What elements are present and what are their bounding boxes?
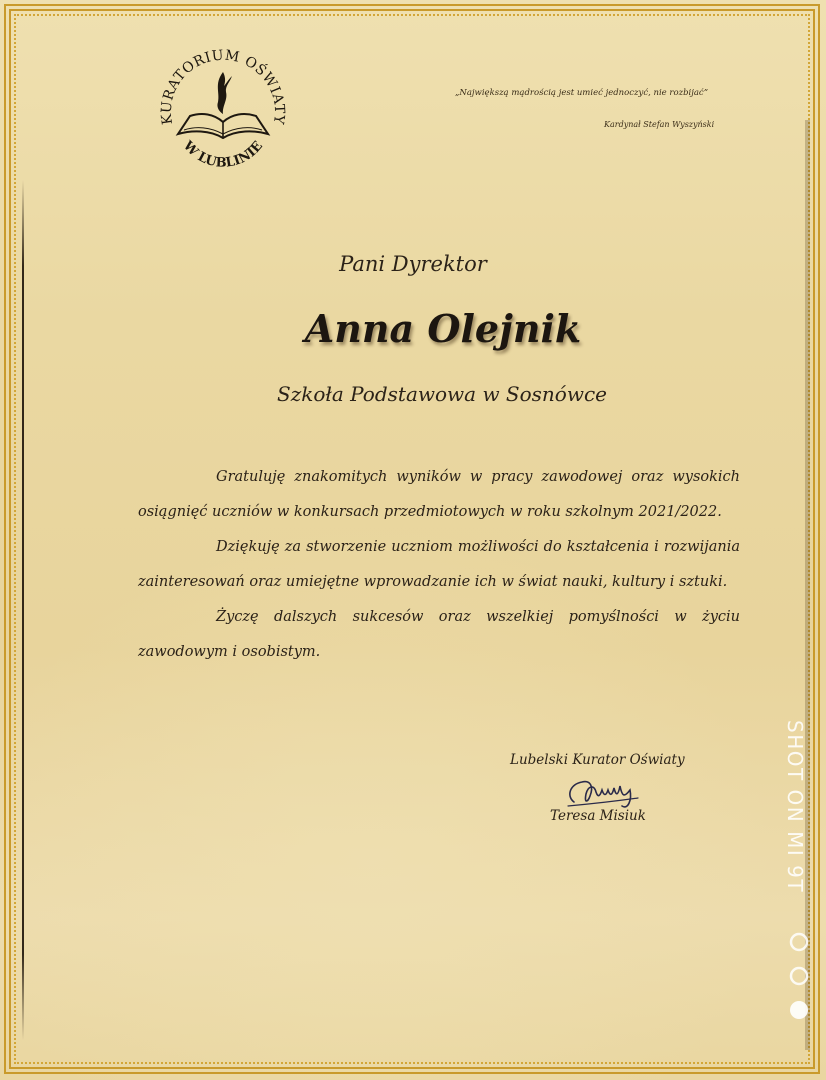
quote-text: „Największą mądrością jest umieć jednoczyć, nie rozbijać” bbox=[455, 88, 709, 98]
salutation: Pani Dyrektor bbox=[339, 252, 487, 276]
school-name: Szkoła Podstawowa w Sosnówce bbox=[277, 382, 607, 406]
paragraph-thanks: Dziękuję za stworzenie uczniom możliwości do kształcenia i rozwijania zainteresowań oraz umiejętne wprowadzanie ich w świat nauki, kultury i sztuki. bbox=[138, 539, 740, 590]
logo-top-text: KURATORIUM OŚWIATY bbox=[158, 47, 288, 126]
logo-bottom-text: W LUBLINIE bbox=[179, 138, 266, 171]
paragraph-congratulations: Gratuluję znakomitych wyników w pracy zawodowej oraz wysokich osiągnięć uczniów w konkursach przedmiotowych w roku szkolnym 2021/2022. bbox=[138, 469, 740, 520]
svg-text:W LUBLINIE bbox=[179, 138, 266, 171]
paragraph-wishes: Życzę dalszych sukcesów oraz wszelkiej pomyślności w życiu zawodowym i osobistym. bbox=[138, 609, 740, 660]
signatory-title: Lubelski Kurator Oświaty bbox=[510, 752, 685, 768]
watermark-text: SHOT ON MI 9T bbox=[783, 720, 807, 894]
letter-body bbox=[138, 460, 740, 670]
signatory-name: Teresa Misiuk bbox=[550, 808, 646, 824]
quote-author: Kardynał Stefan Wyszyński bbox=[604, 120, 715, 129]
book-flame-logo-icon bbox=[150, 42, 296, 188]
recipient-name: Anna Olejnik bbox=[304, 306, 582, 351]
handwritten-signature-icon bbox=[560, 766, 650, 814]
camera-watermark bbox=[785, 720, 811, 920]
camera-dots-icon bbox=[786, 920, 812, 1030]
